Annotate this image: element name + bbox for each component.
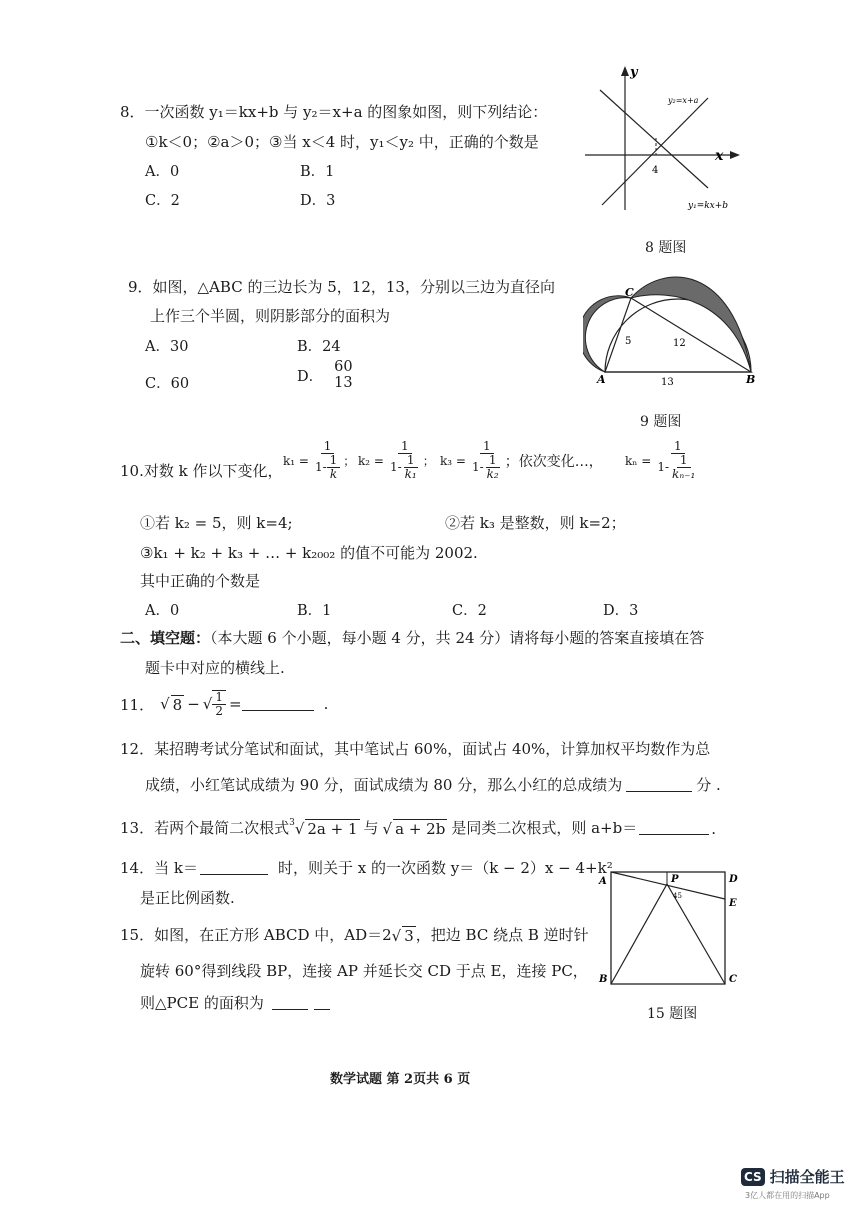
- q13-mid: 与: [363, 819, 379, 837]
- k2-fraction: [387, 440, 423, 482]
- q10-statement-1: ①若 k₂ = 5，则 k=4;: [140, 514, 293, 532]
- kn-inner-fraction: [669, 454, 698, 481]
- y2-line-label: y₂=x+a: [668, 96, 699, 105]
- q12-line2-text: 成绩，小红笔试成绩为 90 分，面试成绩为 80 分，那么小红的总成绩为: [145, 776, 623, 794]
- label-a: A: [599, 876, 607, 887]
- q9-stem-cont: 上作三个半圆，则阴影部分的面积为: [150, 307, 391, 325]
- line-y2: [602, 98, 708, 205]
- k1-num: 1: [321, 440, 335, 454]
- section-2-text: （本大题 6 个小题，每小题 4 分，共 24 分）请将每小题的答案直接填在答: [210, 629, 705, 647]
- k2-inner-num: 1: [404, 454, 418, 468]
- q9-stem: 9．如图，△ABC 的三边长为 5，12，13，分别以三边为直径向: [128, 278, 555, 296]
- q9-semicircle-figure: [583, 262, 763, 392]
- q12-line1: 12．某招聘考试分笔试和面试，其中笔试占 60%，面试占 40%，计算加权平均数作为总: [120, 740, 711, 758]
- q10-k3-def: [440, 440, 603, 482]
- k1-inner-num: 1: [327, 454, 341, 468]
- scanner-app-name: 扫描全能王: [769, 1168, 845, 1186]
- q11-frac-num: 1: [212, 691, 226, 705]
- q9-option-b: B．24: [297, 339, 341, 355]
- angle-mark: 45: [673, 892, 682, 900]
- k3-fraction: [469, 440, 505, 482]
- q13: [120, 817, 716, 838]
- q15-square-figure: [595, 862, 750, 992]
- q8-option-d: D．3: [300, 193, 336, 209]
- x-tick-4: 4: [652, 165, 659, 176]
- q10-k2-def: [358, 440, 435, 482]
- side-12: 12: [673, 338, 686, 349]
- q14-pre: 14．当 k＝: [120, 859, 198, 877]
- shaded-lune-bc: [631, 277, 751, 372]
- kn-fraction: [654, 440, 701, 482]
- k1-inner-den: k: [329, 467, 338, 482]
- q13-root-sign-2: √: [382, 820, 393, 838]
- q10-statement-2: ②若 k₃ 是整数，则 k=2；: [445, 514, 626, 532]
- q10-option-d: D．3: [603, 603, 639, 619]
- q14-post: 时，则关于 x 的一次函数 y＝（k − 2）x − 4+k²: [277, 859, 613, 877]
- q10-option-b: B．1: [297, 603, 332, 619]
- q8-graph-figure: [580, 60, 750, 220]
- q10-mid-text: ；依次变化…，: [504, 453, 603, 470]
- q9-option-c: C．60: [145, 376, 190, 392]
- scanner-watermark: [741, 1166, 845, 1187]
- q13-end: .: [711, 820, 716, 838]
- k1-inner-fraction: [327, 454, 341, 481]
- q11-sqrt-sign-2: √: [202, 695, 213, 714]
- q15-answer-blank-1[interactable]: [272, 1008, 308, 1010]
- x-axis-label: x: [715, 148, 724, 164]
- k3-num: 1: [480, 440, 494, 454]
- q11-radicand-8: 8: [172, 695, 183, 714]
- q14-line1: [120, 857, 613, 878]
- q13-root-sign-1: √: [294, 820, 305, 838]
- label-e: E: [729, 898, 737, 909]
- q8-caption: 8 题图: [645, 240, 687, 256]
- q13-pre: 13．若两个最简二次根式: [120, 819, 290, 837]
- q10-ask: 其中正确的个数是: [140, 572, 261, 590]
- k2-num: 1: [398, 440, 412, 454]
- page-footer: 数学试题 第 2页共 6 页: [330, 1072, 471, 1087]
- label-b: B: [746, 373, 756, 386]
- q9-option-d-label: D．: [297, 369, 324, 386]
- kn-inner-den: kₙ₋₁: [672, 467, 696, 482]
- section-2-title: 二、填空题：: [120, 629, 211, 647]
- q8-conditions: ①k＜0；②a＞0；③当 x＜4 时，y₁＜y₂ 中，正确的个数是: [145, 133, 539, 151]
- k2-den: [387, 454, 423, 481]
- y1-line-label: y₁=kx+b: [688, 201, 729, 211]
- q9-option-d-num: 60: [334, 359, 353, 375]
- q13-radicand-2: a + 2b: [395, 820, 446, 838]
- q11-fraction: [212, 690, 226, 718]
- q15-answer-blank-2[interactable]: [314, 1008, 330, 1010]
- k2-inner-fraction: [402, 454, 420, 481]
- q11-frac-den: 2: [215, 704, 223, 719]
- k1-den-lead: 1-: [314, 460, 327, 475]
- side-5: 5: [625, 336, 632, 347]
- section-2-line2: 题卡中对应的横线上.: [145, 659, 285, 677]
- q12-answer-blank[interactable]: [626, 790, 692, 792]
- k3-inner-den: k₂: [486, 467, 499, 482]
- q15-pre: 15．如图，在正方形 ABCD 中，AD＝2: [120, 926, 392, 944]
- x-axis-arrow: [730, 151, 740, 159]
- q15-radicand: 3: [404, 927, 414, 945]
- k3-inner-fraction: [484, 454, 502, 481]
- k2-inner-den: k₁: [404, 467, 417, 482]
- label-c: C: [729, 974, 737, 985]
- q11-sqrt-sign: √: [160, 695, 170, 714]
- label-d: D: [729, 874, 738, 885]
- k2-symbol: k₂ =: [358, 453, 384, 468]
- q14-line2: 是正比例函数.: [140, 889, 235, 907]
- k1-den: [312, 454, 343, 481]
- q9-caption: 9 题图: [640, 414, 682, 430]
- q10-option-a: A．0: [145, 603, 180, 619]
- q12-line2: [145, 774, 721, 795]
- scanner-tagline: 3亿人都在用的扫描App: [745, 1191, 830, 1200]
- k3-inner-num: 1: [486, 454, 500, 468]
- q9-option-a: A．30: [145, 339, 189, 355]
- q15-line2: 旋转 60°得到线段 BP，连接 AP 并延长交 CD 于点 E，连接 PC，: [140, 962, 588, 980]
- q13-radicand-1: 2a + 1: [307, 820, 358, 838]
- q13-answer-blank[interactable]: [639, 833, 709, 835]
- q8-option-c: C．2: [145, 193, 180, 209]
- q11-equals: =: [228, 695, 242, 714]
- k1-fraction: [312, 440, 343, 482]
- label-c: C: [625, 286, 634, 299]
- kn-den-lead: 1-: [657, 460, 670, 475]
- q10-statement-3: ③k₁ + k₂ + k₃ + … + k₂₀₀₂ 的值不可能为 2002.: [140, 544, 478, 562]
- k3-symbol: k₃ =: [440, 453, 466, 468]
- q10-kn-def: [625, 440, 701, 482]
- shaded-lune-ac: [583, 296, 631, 372]
- q11-end: .: [323, 695, 329, 714]
- q11-answer-blank[interactable]: [242, 709, 314, 711]
- q12-unit: 分 .: [696, 776, 721, 794]
- q15-line3-text: 则△PCE 的面积为: [140, 994, 264, 1012]
- kn-symbol: kₙ =: [625, 453, 652, 468]
- q11-number: 11．: [120, 695, 155, 714]
- q15-line3: [140, 992, 330, 1013]
- y-axis-arrow: [621, 66, 629, 76]
- q15-line1: [120, 924, 589, 945]
- segment-bp: [611, 884, 667, 984]
- label-a: A: [597, 373, 606, 386]
- q9-option-d: [297, 360, 356, 392]
- q8-option-b: B．1: [300, 164, 335, 180]
- label-p: P: [671, 874, 679, 885]
- k2-den-lead: 1-: [389, 460, 402, 475]
- label-b: B: [599, 974, 608, 985]
- q8-option-a: A．0: [145, 164, 180, 180]
- q11-minus: −: [187, 695, 200, 714]
- q9-option-d-den: 13: [334, 374, 353, 391]
- side-13: 13: [661, 377, 674, 388]
- q10-k1-def: [283, 440, 355, 482]
- section-2-heading: [120, 627, 704, 648]
- q13-post: 是同类二次根式，则 a+b＝: [451, 819, 638, 837]
- q15-caption: 15 题图: [647, 1006, 698, 1022]
- k2-sep: ；: [422, 454, 435, 469]
- q14-answer-blank[interactable]: [200, 873, 268, 875]
- q10-lead: 10.对数 k 作以下变化，: [120, 462, 283, 480]
- q15-sqrt-sign: √: [391, 927, 402, 945]
- k3-den: [469, 454, 505, 481]
- kn-den: [654, 454, 701, 481]
- k1-symbol: k₁ =: [283, 453, 309, 468]
- k3-den-lead: 1-: [471, 460, 484, 475]
- cs-logo-icon: CS: [741, 1168, 765, 1186]
- y-axis-label: y: [630, 65, 638, 80]
- q15-post: ，把边 BC 绕点 B 逆时针: [415, 926, 589, 944]
- k1-sep: ；: [343, 454, 356, 469]
- q10-option-c: C．2: [452, 603, 487, 619]
- kn-inner-num: 1: [677, 454, 691, 468]
- q9-option-d-fraction: [331, 360, 355, 392]
- q13-root-index: 3: [289, 818, 295, 828]
- q11: [120, 690, 328, 718]
- q8-stem: 8．一次函数 y₁＝kx+b 与 y₂＝x+a 的图象如图，则下列结论：: [120, 103, 548, 121]
- kn-num: 1: [671, 440, 685, 454]
- square-abcd: [611, 872, 725, 984]
